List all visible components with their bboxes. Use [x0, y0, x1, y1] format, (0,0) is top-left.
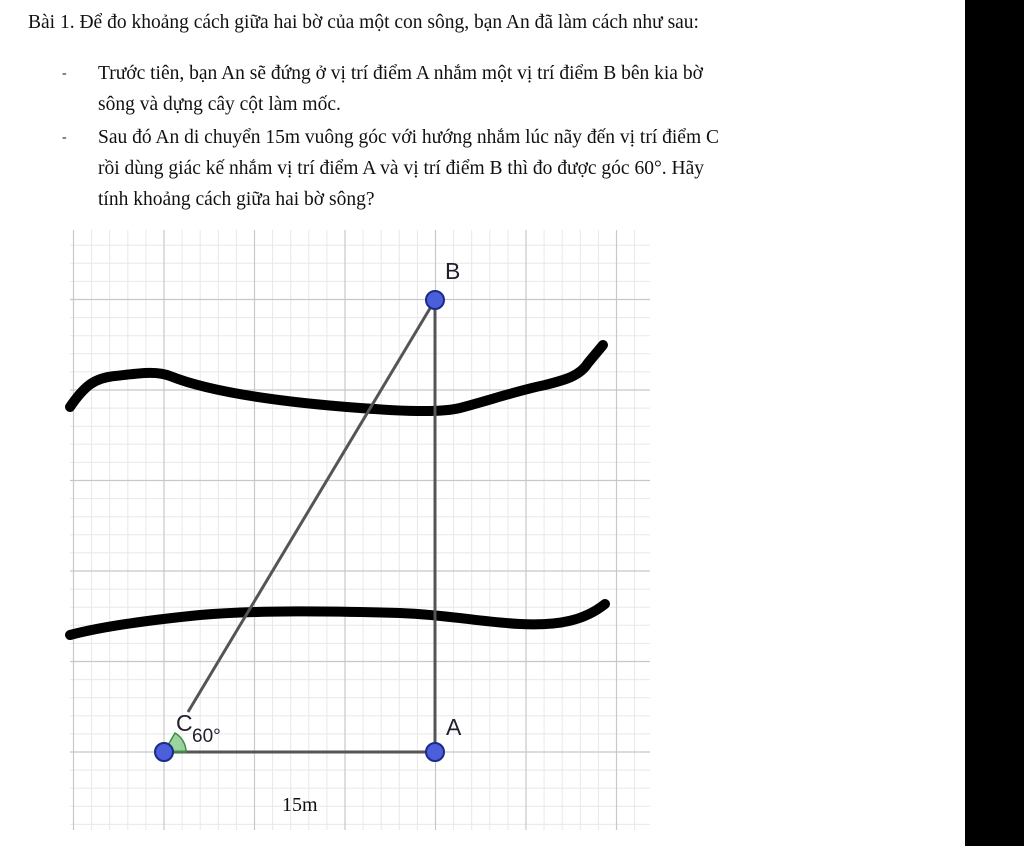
point-B[interactable] [426, 291, 444, 309]
bullet-dash: - [62, 130, 67, 145]
minor-grid [70, 230, 650, 830]
bullet-line: tính khoảng cách giữa hai bờ sông? [98, 189, 375, 210]
angle-label: 60° [192, 726, 221, 747]
bullet-line: Trước tiên, bạn An sẽ đứng ở vị trí điểm A nhắm một vị trí điểm B bên kia bờ [98, 63, 703, 84]
distance-label: 15m [282, 794, 318, 816]
river-bank-far [70, 345, 603, 411]
point-C-label: C [176, 710, 193, 736]
segment-CB [188, 300, 435, 712]
point-A[interactable] [426, 743, 444, 761]
bullet-dash: - [62, 66, 67, 81]
river-bank-near [70, 604, 605, 635]
point-B-label: B [445, 258, 461, 284]
right-black-border [965, 0, 1024, 846]
bullet-line: rồi dùng giác kế nhắm vị trí điểm A và vị trí điểm B thì đo được góc 60°. Hãy [98, 158, 704, 179]
grid [70, 230, 650, 830]
point-C[interactable] [155, 743, 173, 761]
bullet-line: Sau đó An di chuyển 15m vuông góc với hướng nhắm lúc nãy đến vị trí điểm C [98, 127, 719, 148]
point-A-label: A [446, 714, 462, 740]
major-grid [70, 230, 650, 830]
problem-title: Bài 1. Để đo khoảng cách giữa hai bờ của một con sông, bạn An đã làm cách như sau: [28, 12, 699, 33]
bullet-line: sông và dựng cây cột làm mốc. [98, 94, 341, 115]
